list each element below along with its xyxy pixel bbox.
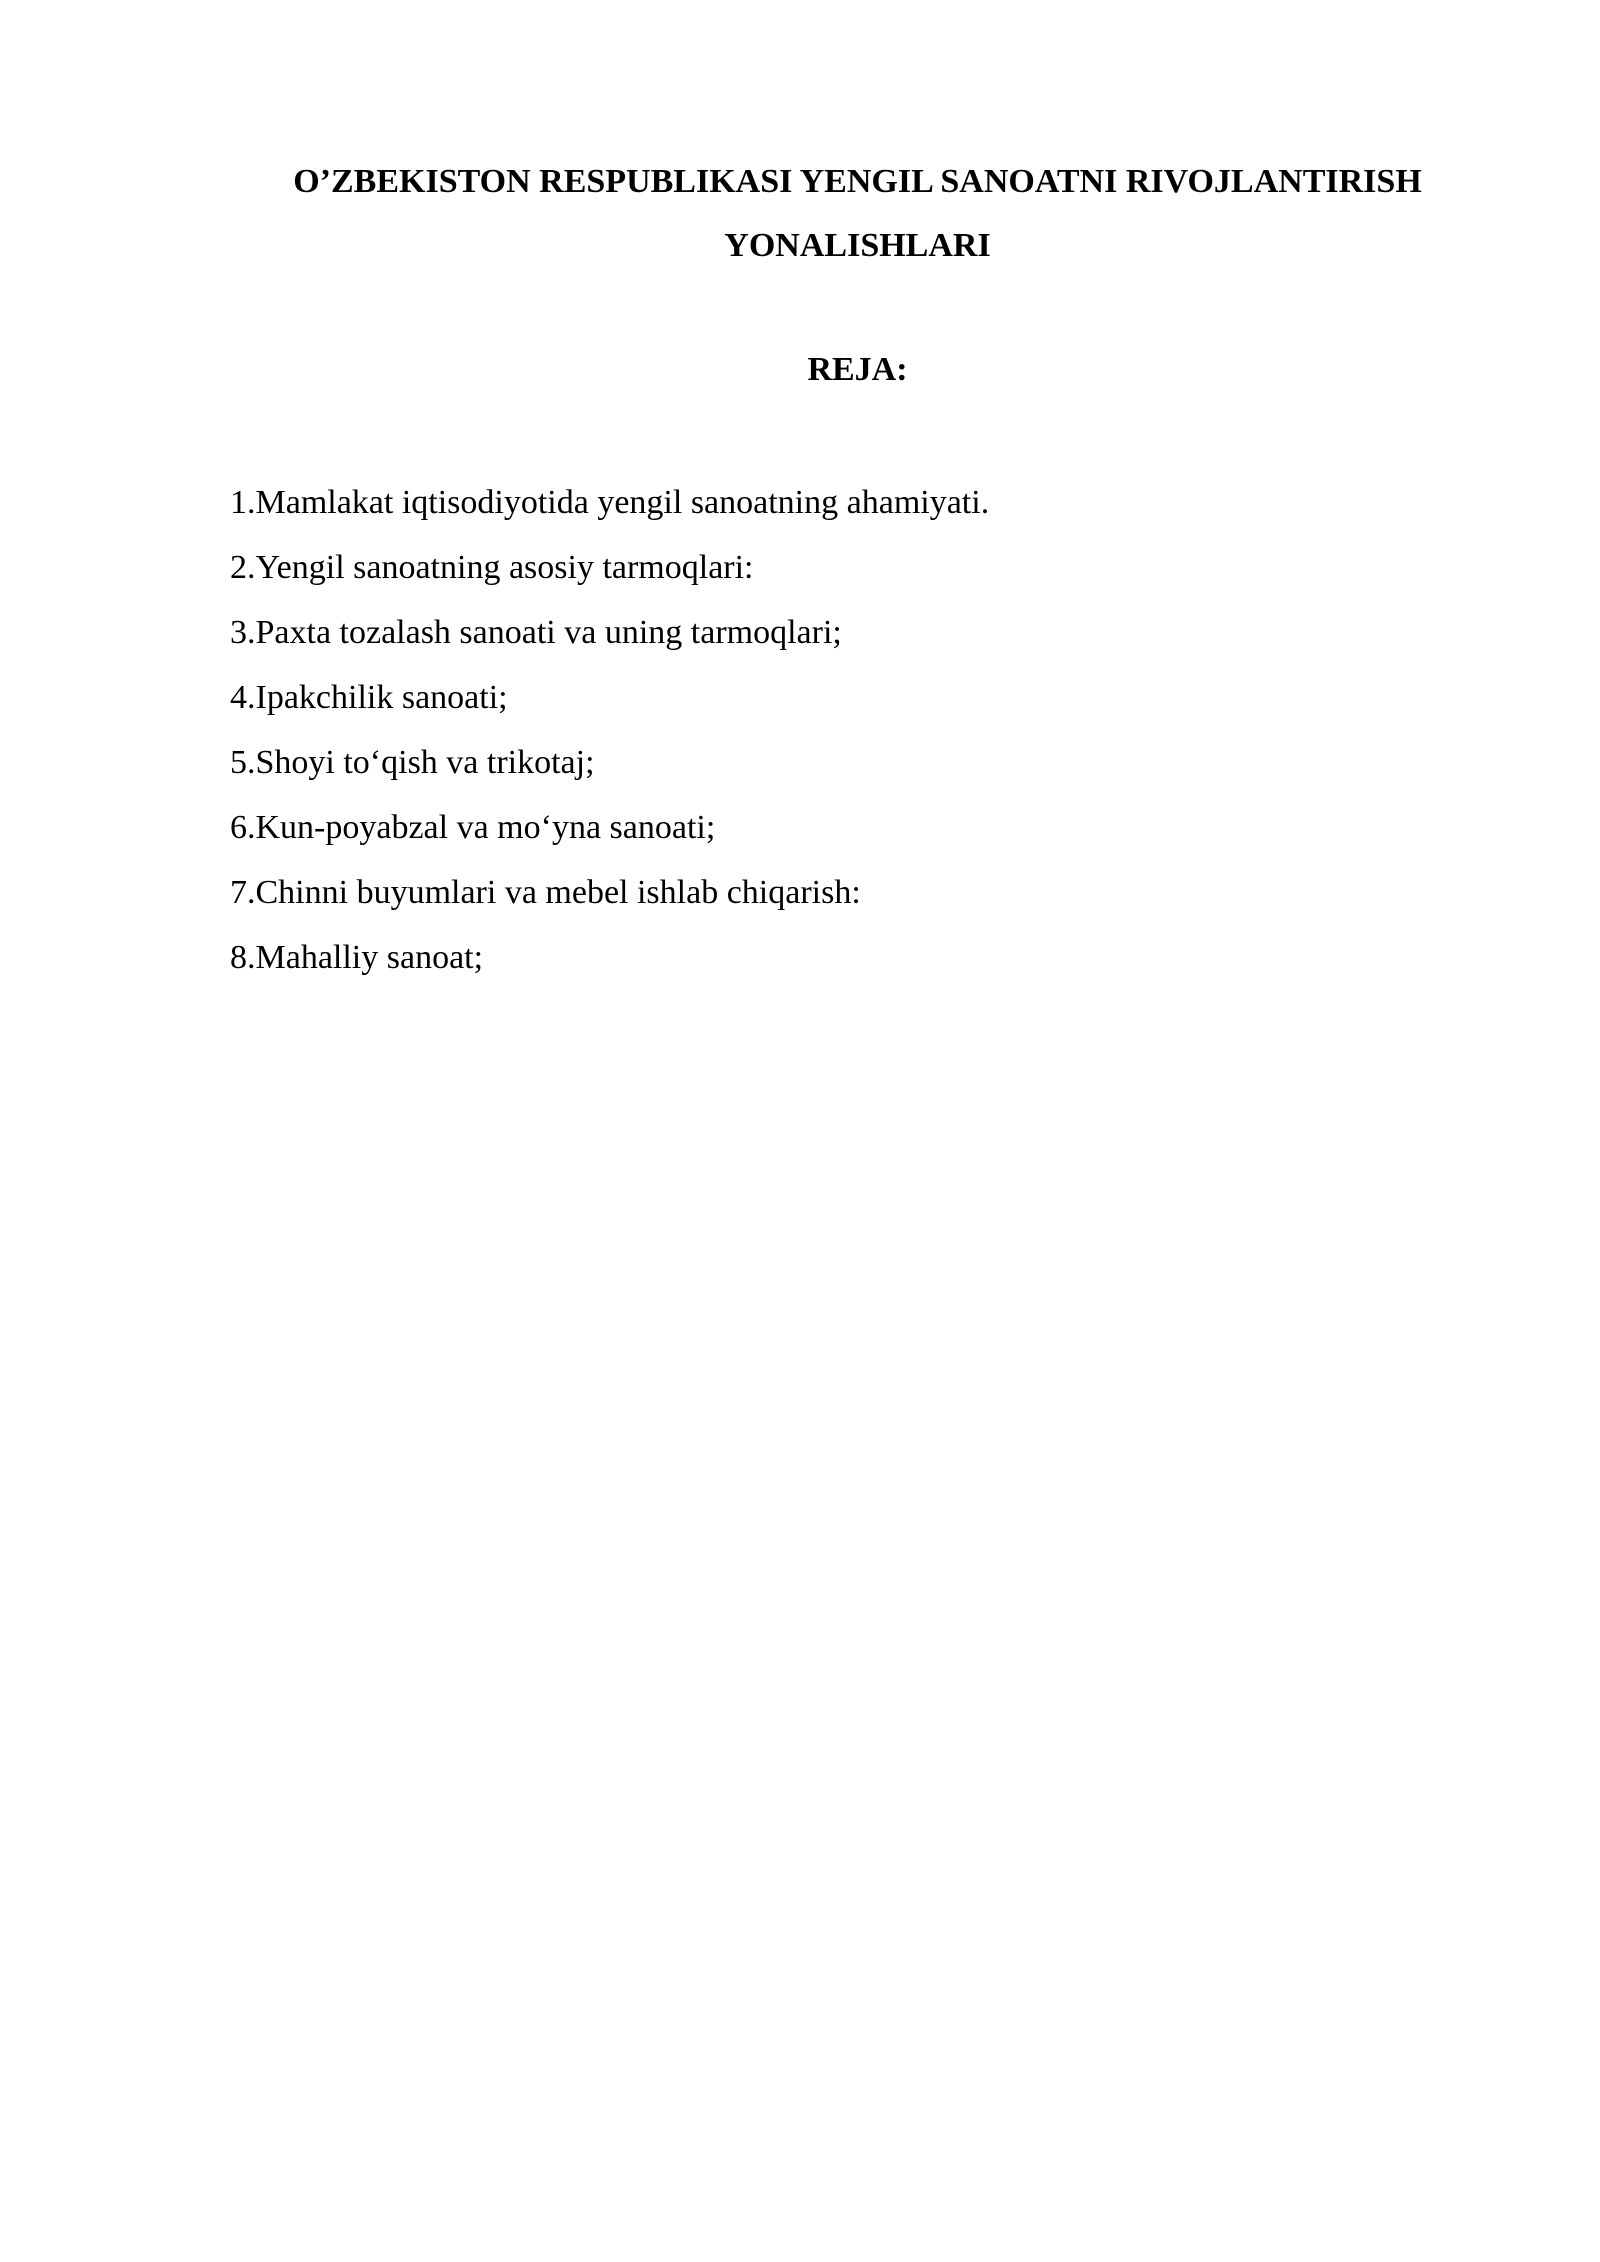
title-line-2: YONALISHLARI: [724, 227, 991, 264]
plan-item-7: 7.Chinni buyumlari va mebel ishlab chiqarish:: [230, 874, 861, 911]
document-title: [230, 150, 1485, 278]
plan-item-5: 5.Shoyi to‘qish va trikotaj;: [230, 744, 595, 781]
plan-item-2: 2.Yengil sanoatning asosiy tarmoqlari:: [230, 549, 754, 586]
plan-item-3: 3.Paxta tozalash sanoati va uning tarmoqlari;: [230, 614, 842, 651]
plan-heading: REJA:: [807, 351, 908, 388]
plan-item-4: 4.Ipakchilik sanoati;: [230, 679, 508, 716]
plan-item-8: 8.Mahalliy sanoat;: [230, 939, 484, 976]
plan-item-1: 1.Mamlakat iqtisodiyotida yengil sanoatning ahamiyati.: [230, 484, 990, 521]
plan-item-6: 6.Kun-poyabzal va mo‘yna sanoati;: [230, 809, 716, 846]
plan-list: [230, 470, 1485, 990]
title-line-1: O’ZBEKISTON RESPUBLIKASI YENGIL SANOATNI RIVOJLANTIRISH: [293, 163, 1422, 200]
